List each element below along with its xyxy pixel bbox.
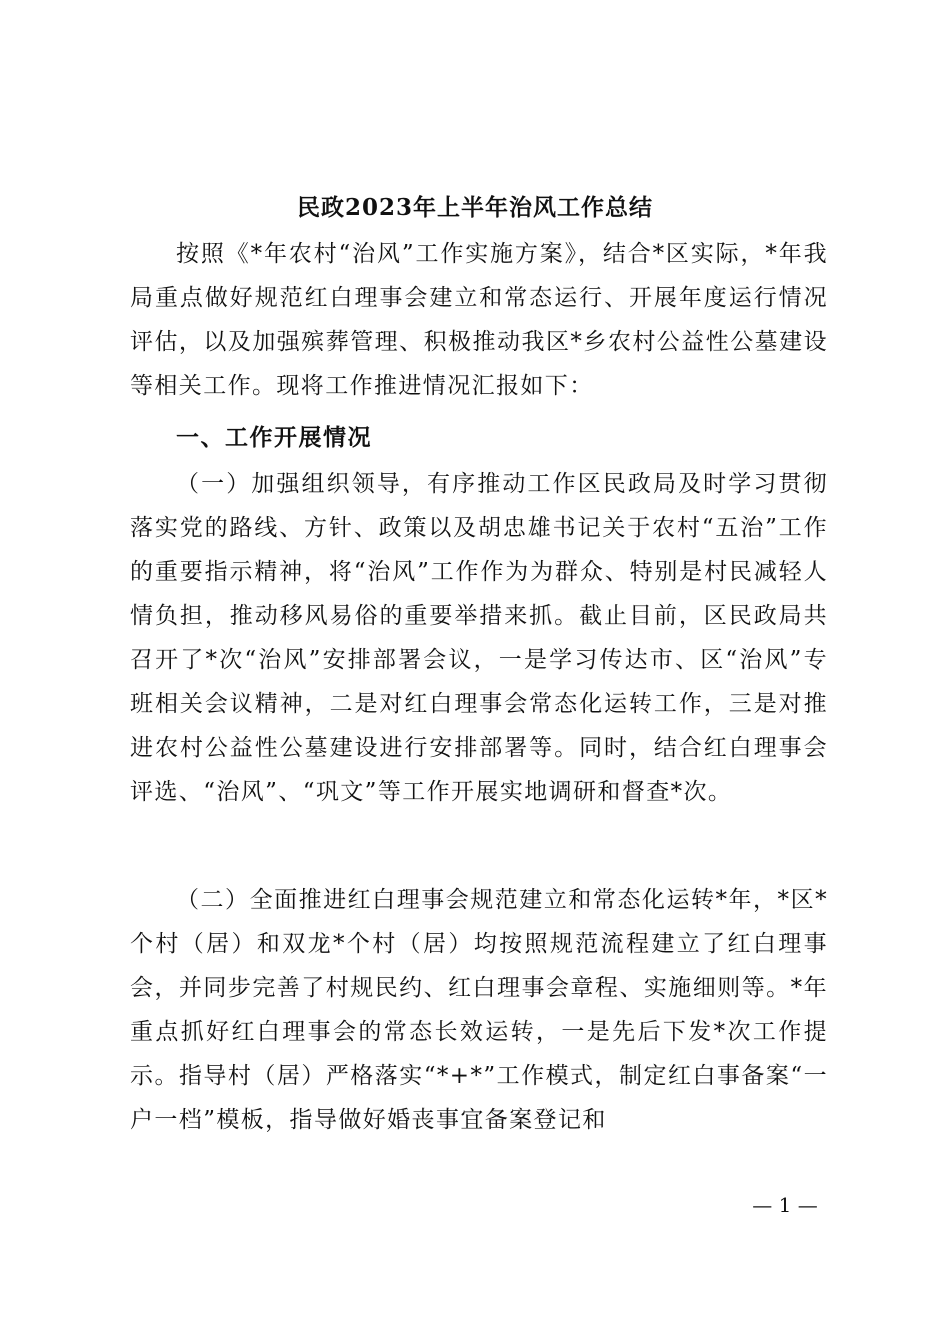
document-title: 民政2023年上半年治风工作总结 — [296, 194, 653, 221]
intro-paragraph: 按照《*年农村“治风”工作实施方案》，结合*区实际，*年我局重点做好规范红白理事会建立和常态运行、开展年度运行情况评估，以及加强殡葬管理、积极推动我区*乡农村公益性公墓建设等相关工作。现将工作推进情况汇报如下： — [130, 241, 828, 399]
page-number: — 1 — — [752, 1193, 818, 1217]
section-heading-work-progress: 一、工作开展情况 — [176, 425, 372, 451]
paragraph-red-white-council: （二）全面推进红白理事会规范建立和常态化运转*年，*区*个村（居）和双龙*个村（居）均按照规范流程建立了红白理事会，并同步完善了村规民约、红白理事会章程、实施细则等。*年重点抓好红白理事会的常态长效运转，一是先后下发*次工作提示。指导村（居）严格落实“*+*”工作模式，制定红白事备案“一户一档”模板，指导做好婚丧事宜备案登记和 — [130, 887, 828, 1133]
paragraph-organization-leadership: （一）加强组织领导，有序推动工作区民政局及时学习贯彻落实党的路线、方针、政策以及胡忠雄书记关于农村“五治”工作的重要指示精神，将“治风”工作作为为群众、特别是村民减轻人情负担，推动移风易俗的重要举措来抓。截止目前，区民政局共召开了*次“治风”安排部署会议，一是学习传达市、区“治风”专班相关会议精神，二是对红白理事会常态化运转工作，三是对推进农村公益性公墓建设进行安排部署等。同时，结合红白理事会评选、“治风”、“巩文”等工作开展实地调研和督查*次。 — [130, 471, 828, 805]
